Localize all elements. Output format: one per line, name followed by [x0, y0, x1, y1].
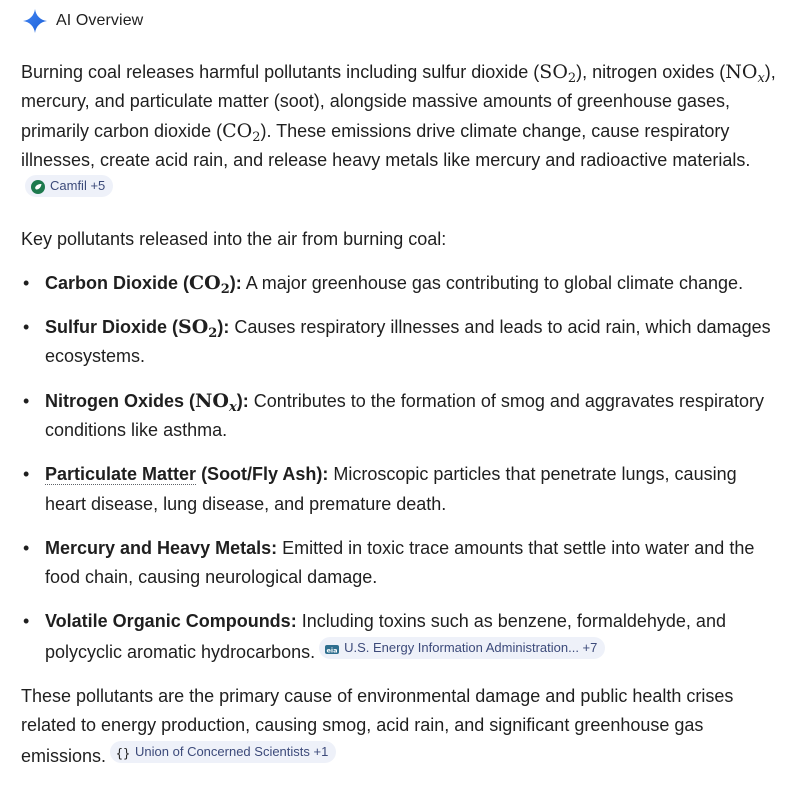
svg-text:{}: {}: [116, 746, 131, 760]
source-chip-camfil[interactable]: [25, 175, 113, 197]
pollutant-desc: Emitted in toxic trace amounts that settle into water and the food chain, causing neurological damage.: [45, 537, 755, 588]
source-chip-label: Camfil +5: [50, 178, 106, 194]
pollutant-term: Nitrogen Oxides $(NO_x)$:: [45, 389, 249, 415]
ai-overview-header: [22, 6, 776, 36]
closing-paragraph: [21, 682, 776, 771]
list-item: [21, 387, 776, 446]
pollutant-desc: Causes respiratory illnesses and leads to acid rain, which damages ecosystems.: [45, 317, 771, 367]
pollutant-desc: Including toxins such as benzene, formaldehyde, and polycyclic aromatic hydrocarbons.: [45, 611, 726, 662]
pollutant-list: [21, 269, 776, 667]
pollutant-term: Particulate Matter (Soot/Fly Ash):: [45, 464, 329, 485]
bullet: •: [23, 317, 30, 338]
pollutant-term: Volatile Organic Compounds:: [45, 611, 297, 632]
lead-paragraph: Key pollutants released into the air from burning coal:: [21, 229, 447, 250]
bullet: •: [23, 537, 30, 558]
source-chip-eia[interactable]: [319, 637, 605, 659]
pollutant-term: Mercury and Heavy Metals:: [45, 537, 278, 558]
intro-text-4: ). These emissions drive climate change, cause respiratory illnesses, create acid rain, and release heavy metals like mercury and radioactive materials.: [21, 120, 751, 170]
camfil-leaf-icon: [31, 179, 45, 193]
pollutant-desc: Contributes to the formation of smog and aggravates respiratory conditions like asthma.: [45, 390, 764, 440]
braces-icon: [116, 745, 130, 759]
formula-co2: $CO_2$: [222, 119, 261, 145]
bullet: •: [23, 611, 30, 632]
formula-so2: $SO_2$: [539, 61, 577, 86]
bullet: •: [23, 464, 30, 485]
list-item: [21, 313, 776, 372]
source-chip-label: Union of Concerned Scientists +1: [135, 743, 329, 759]
list-item: [21, 460, 776, 519]
source-chip-label: U.S. Energy Information Administration... +7: [344, 639, 598, 655]
ai-overview-title: AI Overview: [56, 12, 144, 29]
intro-text-2: ), nitrogen oxides (: [576, 62, 726, 82]
pollutant-desc: Microscopic particles that penetrate lungs, causing heart disease, lung disease, and premature death.: [45, 464, 737, 514]
sparkle-icon: [22, 8, 48, 34]
pollutant-desc: A major greenhouse gas contributing to global climate change.: [241, 272, 744, 293]
svg-text:eia: eia: [326, 646, 338, 655]
source-chip-ucs[interactable]: [110, 741, 336, 763]
list-item: [21, 269, 776, 298]
pollutant-term: Sulfur Dioxide $(SO_2)$:: [45, 316, 230, 342]
particulate-matter-link[interactable]: Particulate Matter: [45, 464, 197, 485]
closing-text: These pollutants are the primary cause of environmental damage and public health crises related to energy production, causing smog, acid rain, and significant greenhouse gas emissions.: [21, 686, 734, 766]
bullet: •: [23, 272, 30, 293]
intro-text-3: ), mercury, and particulate matter (soot), alongside massive amounts of greenhouse gases, primarily carbon dioxide (: [21, 62, 776, 141]
bullet: •: [23, 390, 30, 411]
list-item: [21, 534, 776, 593]
list-item: [21, 607, 776, 667]
eia-logo-icon: [325, 641, 339, 655]
intro-text-1: Burning coal releases harmful pollutants including sulfur dioxide (: [21, 62, 540, 82]
intro-paragraph: [21, 58, 776, 205]
formula-nox: $NO_x$: [725, 61, 765, 86]
pollutant-term: Carbon Dioxide $(CO_2)$:: [45, 271, 242, 297]
